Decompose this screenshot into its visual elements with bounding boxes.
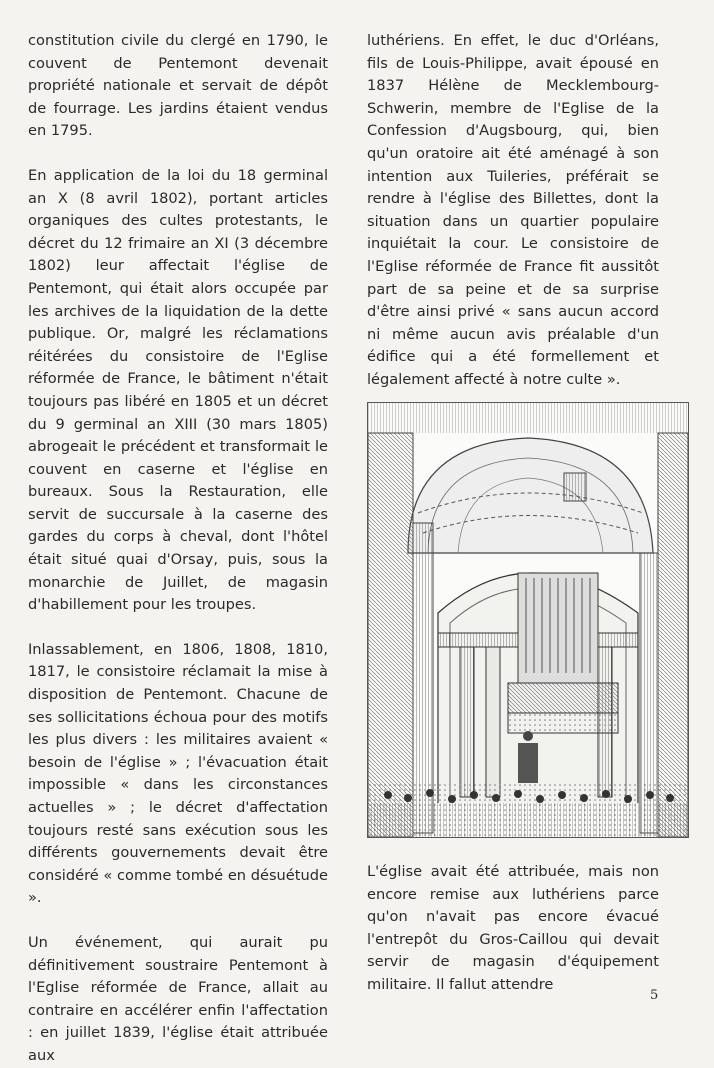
right-column-top [367, 30, 659, 392]
paragraph: Inlassablement, en 1806, 1808, 1810, 1817, le consistoire réclamait la mise à disposition de Pentemont. Chacune de ses sollicitations échoua pour des motifs les plus divers : les militaires avaient « besoin de l'église » ; l'évacuation était impossible « dans les circonstances actuelles » ; le décret d'affectation toujours resté sans exécution sous les différents gouvernements devait être considéré « comme tombé en désuétude ». [28, 640, 328, 907]
paragraph: luthériens. En effet, le duc d'Orléans, fils de Louis-Philippe, avait épousé en 1837 Hélène de Mecklembourg-Schwerin, membre de l'Eglise de la Confession d'Augsbourg, qui, bien qu'un oratoire ait été aménagé à son intention aux Tuileries, préférait se rendre à l'église des Billettes, dont la situation dans un quartier populaire inquiétait la cour. Le consistoire de l'Eglise réformée de France fit aussitôt part de sa peine et de sa surprise d'être ainsi privé « sans aucun accord ni même aucun avis préalable d'un édifice qui a été formellement et légalement affecté à notre culte ». [367, 32, 659, 388]
paragraph: En application de la loi du 18 germinal an X (8 avril 1802), portant articles organiques des cultes protestants, le décret du 12 frimaire an XI (3 décembre 1802) leur affectait l'église de Pentemont, qui était alors occupée par les archives de la liquidation de la dette publique. Or, malgré les réclamations réitérées du consistoire de l'Eglise réformée de France, le bâtiment n'était toujours pas libéré en 1805 et un décret du 9 germinal an XIII (30 mars 1805) abrogeait le précédent et transformait le couvent en caserne et l'église en bureaux. Sous la Restauration, elle servit de succursale à la caserne des gardes du corps à cheval, dont l'hôtel était situé quai d'Orsay, puis, sous la monarchie de Juillet, de magasin d'habillement pour les troupes. [28, 166, 328, 614]
page-number: 5 [650, 988, 659, 1003]
right-column-bottom [367, 861, 659, 997]
church-interior-engraving [367, 402, 689, 838]
paragraph: Un événement, qui aurait pu définitivement soustraire Pentemont à l'Eglise réformée de France, allait au contraire en accélérer enfin l'affectation : en juillet 1839, l'église était attribuée aux [28, 933, 328, 1064]
engraving-drawing [368, 403, 688, 837]
paragraph: L'église avait été attribuée, mais non encore remise aux luthériens parce qu'on n'avait pas encore évacué l'entrepôt du Gros-Caillou qui devait servir de magasin d'équipement militaire. Il fallut attendre [367, 863, 659, 993]
left-column [28, 30, 328, 1068]
paragraph: constitution civile du clergé en 1790, le couvent de Pentemont devenait propriété nationale et servait de dépôt de fourrage. Les jardins étaient vendus en 1795. [28, 32, 328, 140]
